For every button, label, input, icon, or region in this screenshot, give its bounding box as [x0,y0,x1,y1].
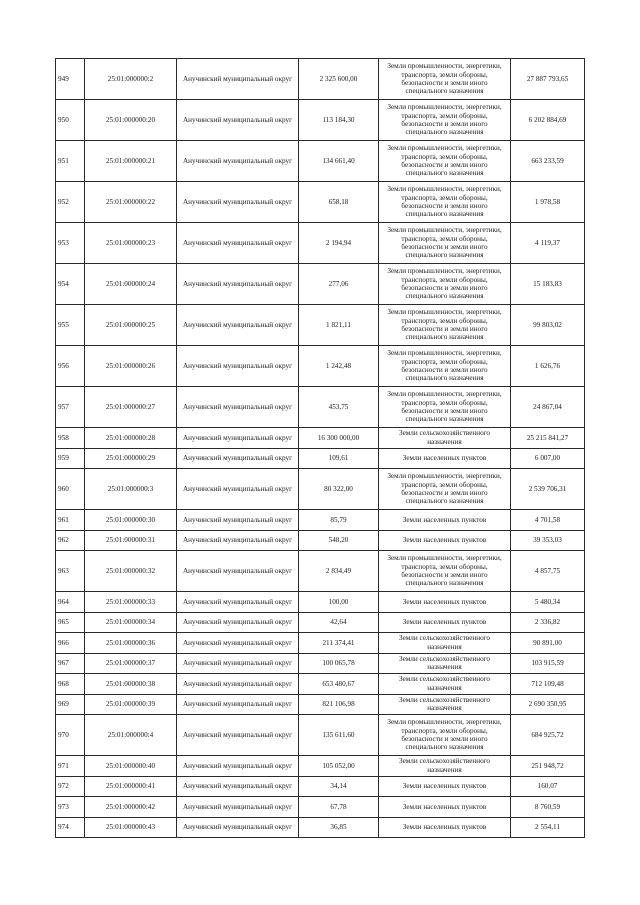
cadastral-value: 1 978,58 [511,182,585,223]
municipality: Анучинский муниципальный округ [177,305,299,346]
land-area: 100 065,78 [299,653,379,674]
row-number: 950 [56,100,85,141]
row-number: 960 [56,469,85,510]
municipality: Анучинский муниципальный округ [177,223,299,264]
municipality: Анучинский муниципальный округ [177,387,299,428]
cadastral-number: 25:01:000000:33 [85,592,177,613]
municipality: Анучинский муниципальный округ [177,141,299,182]
land-category: Земли сельскохозяйственного назначения [379,674,511,695]
cadastral-value: 27 887 793,65 [511,59,585,100]
land-category: Земли сельскохозяйственного назначения [379,756,511,777]
table-row [56,776,585,797]
cadastral-value: 6 202 884,69 [511,100,585,141]
land-area: 80 322,00 [299,469,379,510]
land-area: 821 106,98 [299,694,379,715]
land-area: 85,79 [299,510,379,531]
land-category: Земли населенных пунктов [379,530,511,551]
table-row [56,694,585,715]
land-category: Земли промышленности, энергетики, транспорта, земли обороны, безопасности и земли иного специального назначения [379,551,511,592]
cadastral-value: 251 948,72 [511,756,585,777]
land-category: Земли населенных пунктов [379,797,511,818]
municipality: Анучинский муниципальный округ [177,674,299,695]
municipality: Анучинский муниципальный округ [177,612,299,633]
land-area: 277,06 [299,264,379,305]
cadastral-number: 25:01:000000:4 [85,715,177,756]
cadastral-number: 25:01:000000:29 [85,448,177,469]
land-area: 2 325 600,00 [299,59,379,100]
land-category: Земли населенных пунктов [379,448,511,469]
municipality: Анучинский муниципальный округ [177,633,299,654]
row-number: 969 [56,694,85,715]
land-category: Земли промышленности, энергетики, транспорта, земли обороны, безопасности и земли иного специального назначения [379,264,511,305]
table-row [56,59,585,100]
row-number: 952 [56,182,85,223]
land-area: 211 374,41 [299,633,379,654]
municipality: Анучинский муниципальный округ [177,264,299,305]
cadastral-number: 25:01:000000:25 [85,305,177,346]
cadastral-number: 25:01:000000:42 [85,797,177,818]
table-row [56,182,585,223]
cadastral-number: 25:01:000000:28 [85,428,177,449]
row-number: 962 [56,530,85,551]
table-row [56,674,585,695]
row-number: 967 [56,653,85,674]
land-category: Земли промышленности, энергетики, транспорта, земли обороны, безопасности и земли иного специального назначения [379,387,511,428]
cadastral-number: 25:01:000000:39 [85,694,177,715]
cadastral-value: 4 701,58 [511,510,585,531]
land-area: 105 052,00 [299,756,379,777]
municipality: Анучинский муниципальный округ [177,715,299,756]
table-row [56,817,585,838]
land-area: 548,20 [299,530,379,551]
municipality: Анучинский муниципальный округ [177,756,299,777]
municipality: Анучинский муниципальный округ [177,469,299,510]
cadastral-value: 4 857,75 [511,551,585,592]
cadastral-number: 25:01:000000:37 [85,653,177,674]
table-row [56,653,585,674]
cadastral-value: 2 690 350,95 [511,694,585,715]
municipality: Анучинский муниципальный округ [177,592,299,613]
cadastral-value: 1 626,76 [511,346,585,387]
row-number: 971 [56,756,85,777]
land-area: 1 821,11 [299,305,379,346]
row-number: 961 [56,510,85,531]
land-category: Земли промышленности, энергетики, транспорта, земли обороны, безопасности и земли иного специального назначения [379,100,511,141]
table-row [56,756,585,777]
table-row [56,510,585,531]
land-area: 453,75 [299,387,379,428]
land-category: Земли населенных пунктов [379,592,511,613]
land-category: Земли промышленности, энергетики, транспорта, земли обороны, безопасности и земли иного специального назначения [379,182,511,223]
cadastral-number: 25:01:000000:30 [85,510,177,531]
cadastral-value: 5 480,34 [511,592,585,613]
municipality: Анучинский муниципальный округ [177,776,299,797]
land-area: 36,85 [299,817,379,838]
cadastral-number: 25:01:000000:21 [85,141,177,182]
land-area: 34,14 [299,776,379,797]
land-category: Земли населенных пунктов [379,817,511,838]
table-row [56,100,585,141]
cadastral-value: 24 867,04 [511,387,585,428]
cadastral-value: 99 803,02 [511,305,585,346]
land-registry-table [55,58,585,838]
municipality: Анучинский муниципальный округ [177,817,299,838]
row-number: 957 [56,387,85,428]
land-area: 100,00 [299,592,379,613]
row-number: 965 [56,612,85,633]
table-row [56,633,585,654]
cadastral-number: 25:01:000000:43 [85,817,177,838]
document-page [55,58,584,838]
cadastral-number: 25:01:000000:38 [85,674,177,695]
row-number: 970 [56,715,85,756]
row-number: 956 [56,346,85,387]
cadastral-value: 712 109,48 [511,674,585,695]
land-area: 2 834,49 [299,551,379,592]
table-row [56,305,585,346]
land-category: Земли сельскохозяйственного назначения [379,694,511,715]
cadastral-value: 2 539 706,31 [511,469,585,510]
row-number: 959 [56,448,85,469]
row-number: 974 [56,817,85,838]
table-row [56,592,585,613]
row-number: 966 [56,633,85,654]
municipality: Анучинский муниципальный округ [177,59,299,100]
cadastral-value: 103 915,59 [511,653,585,674]
municipality: Анучинский муниципальный округ [177,428,299,449]
cadastral-number: 25:01:000000:34 [85,612,177,633]
row-number: 949 [56,59,85,100]
cadastral-number: 25:01:000000:26 [85,346,177,387]
land-area: 1 242,48 [299,346,379,387]
table-row [56,469,585,510]
row-number: 963 [56,551,85,592]
land-category: Земли сельскохозяйственного назначения [379,428,511,449]
cadastral-value: 39 353,03 [511,530,585,551]
land-area: 134 661,40 [299,141,379,182]
cadastral-number: 25:01:000000:3 [85,469,177,510]
cadastral-value: 663 233,59 [511,141,585,182]
land-category: Земли промышленности, энергетики, транспорта, земли обороны, безопасности и земли иного специального назначения [379,715,511,756]
cadastral-value: 15 183,83 [511,264,585,305]
land-category: Земли промышленности, энергетики, транспорта, земли обороны, безопасности и земли иного специального назначения [379,223,511,264]
land-category: Земли промышленности, энергетики, транспорта, земли обороны, безопасности и земли иного специального назначения [379,305,511,346]
row-number: 968 [56,674,85,695]
cadastral-value: 4 119,37 [511,223,585,264]
land-category: Земли промышленности, энергетики, транспорта, земли обороны, безопасности и земли иного специального назначения [379,141,511,182]
cadastral-number: 25:01:000000:40 [85,756,177,777]
cadastral-value: 160,07 [511,776,585,797]
municipality: Анучинский муниципальный округ [177,182,299,223]
cadastral-number: 25:01:000000:32 [85,551,177,592]
land-category: Земли сельскохозяйственного назначения [379,653,511,674]
land-area: 2 194,94 [299,223,379,264]
row-number: 973 [56,797,85,818]
land-area: 113 184,30 [299,100,379,141]
cadastral-number: 25:01:000000:36 [85,633,177,654]
land-category: Земли промышленности, энергетики, транспорта, земли обороны, безопасности и земли иного специального назначения [379,469,511,510]
cadastral-value: 25 215 841,27 [511,428,585,449]
land-category: Земли населенных пунктов [379,612,511,633]
cadastral-number: 25:01:000000:27 [85,387,177,428]
municipality: Анучинский муниципальный округ [177,448,299,469]
table-row [56,141,585,182]
municipality: Анучинский муниципальный округ [177,653,299,674]
row-number: 951 [56,141,85,182]
row-number: 953 [56,223,85,264]
cadastral-value: 6 007,00 [511,448,585,469]
municipality: Анучинский муниципальный округ [177,530,299,551]
table-row [56,346,585,387]
cadastral-number: 25:01:000000:20 [85,100,177,141]
row-number: 954 [56,264,85,305]
table-row [56,530,585,551]
table-row [56,387,585,428]
cadastral-number: 25:01:000000:23 [85,223,177,264]
municipality: Анучинский муниципальный округ [177,346,299,387]
land-area: 135 611,60 [299,715,379,756]
table-row [56,797,585,818]
table-row [56,448,585,469]
cadastral-number: 25:01:000000:31 [85,530,177,551]
municipality: Анучинский муниципальный округ [177,551,299,592]
cadastral-number: 25:01:000000:24 [85,264,177,305]
municipality: Анучинский муниципальный округ [177,797,299,818]
land-category: Земли населенных пунктов [379,510,511,531]
municipality: Анучинский муниципальный округ [177,100,299,141]
cadastral-value: 90 891,00 [511,633,585,654]
land-area: 16 300 000,00 [299,428,379,449]
land-category: Земли промышленности, энергетики, транспорта, земли обороны, безопасности и земли иного специального назначения [379,59,511,100]
cadastral-value: 2 336,82 [511,612,585,633]
table-row [56,264,585,305]
cadastral-value: 8 760,59 [511,797,585,818]
cadastral-number: 25:01:000000:22 [85,182,177,223]
cadastral-value: 2 554,11 [511,817,585,838]
table-body [56,59,585,838]
municipality: Анучинский муниципальный округ [177,510,299,531]
land-area: 658,18 [299,182,379,223]
land-area: 653 480,67 [299,674,379,695]
row-number: 964 [56,592,85,613]
table-row [56,551,585,592]
table-row [56,223,585,264]
land-category: Земли сельскохозяйственного назначения [379,633,511,654]
table-row [56,715,585,756]
land-category: Земли промышленности, энергетики, транспорта, земли обороны, безопасности и земли иного специального назначения [379,346,511,387]
cadastral-number: 25:01:000000:41 [85,776,177,797]
land-category: Земли населенных пунктов [379,776,511,797]
row-number: 955 [56,305,85,346]
cadastral-value: 684 925,72 [511,715,585,756]
cadastral-number: 25:01:000000:2 [85,59,177,100]
row-number: 958 [56,428,85,449]
table-row [56,428,585,449]
municipality: Анучинский муниципальный округ [177,694,299,715]
land-area: 42,64 [299,612,379,633]
table-row [56,612,585,633]
land-area: 67,78 [299,797,379,818]
land-area: 109,61 [299,448,379,469]
row-number: 972 [56,776,85,797]
